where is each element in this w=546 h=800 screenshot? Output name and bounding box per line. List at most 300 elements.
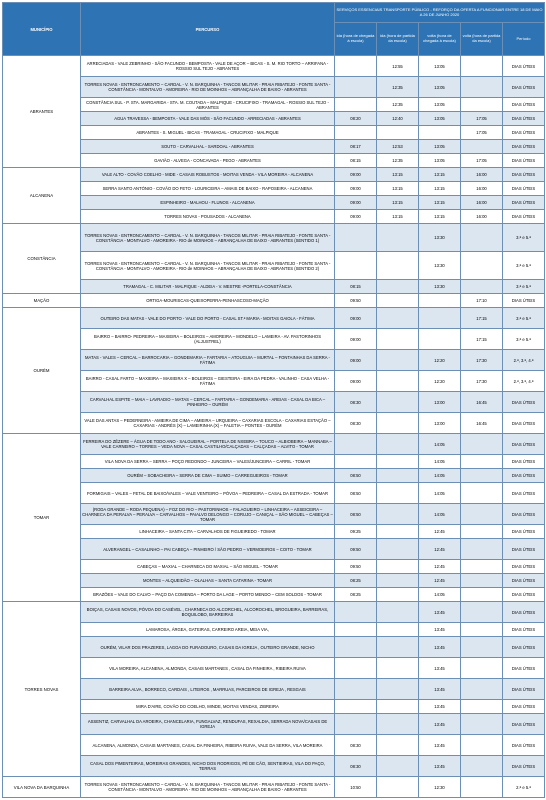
ida-chegada-cell: 09:00 — [335, 196, 377, 210]
ida-chegada-cell — [335, 252, 377, 280]
percurso-cell: ORTIGA-MOURISCAS-QUEIXOPERRA-PENHASCOSO-MAÇÃO — [81, 294, 335, 308]
ida-chegada-cell: 09:50 — [335, 294, 377, 308]
table-row — [3, 756, 545, 777]
periodo-cell: DIAS ÚTEIS — [503, 574, 545, 588]
table-row — [3, 112, 545, 126]
volta-partida-cell — [461, 56, 503, 77]
volta-chegada-cell: 13:30 — [419, 252, 461, 280]
header-municipio: MUNICÍPIO — [3, 3, 81, 56]
table-row — [3, 126, 545, 140]
percurso-cell: (RODA GRANDE – RODA PEQUENA) – FOZ DO RIO – PASTORINHOS – FALAGUEIRO – LINHACEIRA – ASSEICEIRA – CHARNECA DA PERALVA – PERALVA – CARVALHOS – PAIALVO DELONGO – CORUJO – CANIÇAL – SÃO MIGUEL – CABEÇAS – TOMAR — [81, 504, 335, 525]
table-row — [3, 196, 545, 210]
table-row — [3, 560, 545, 574]
ida-partida-cell — [377, 392, 419, 413]
ida-chegada-cell: 09:25 — [335, 525, 377, 539]
header-volta-partida: volta (hora de partida da escola) — [461, 23, 503, 56]
volta-partida-cell: 17:05 — [461, 154, 503, 168]
table-row — [3, 280, 545, 294]
table-row — [3, 777, 545, 798]
ida-chegada-cell — [335, 679, 377, 700]
ida-partida-cell — [377, 413, 419, 434]
ida-chegada-cell: 08:50 — [335, 504, 377, 525]
ida-chegada-cell: 08:30 — [335, 735, 377, 756]
ida-chegada-cell — [335, 455, 377, 469]
volta-partida-cell — [461, 637, 503, 658]
volta-partida-cell — [461, 588, 503, 602]
volta-partida-cell: 17:15 — [461, 329, 503, 350]
volta-partida-cell: 16:45 — [461, 413, 503, 434]
ida-partida-cell: 13:15 — [377, 182, 419, 196]
volta-chegada-cell: 13:45 — [419, 623, 461, 637]
percurso-cell: ARRECIADAS - VALE ZEBRINHO - SÃO FACUNDO - BEMPOSTA - VALE DE AÇOR – BICAS - S. M. RIO TORTO – ARRIFANA - ROSSIO SUL TEJO - ABRANTES — [81, 56, 335, 77]
volta-chegada-cell: 14:05 — [419, 483, 461, 504]
ida-partida-cell: 13:15 — [377, 196, 419, 210]
ida-partida-cell — [377, 560, 419, 574]
periodo-cell: DIAS ÚTEIS — [503, 756, 545, 777]
periodo-cell: 2.ª, 3.ª, 4.ª — [503, 350, 545, 371]
periodo-cell: DIAS ÚTEIS — [503, 469, 545, 483]
ida-partida-cell — [377, 469, 419, 483]
volta-chegada-cell: 13:15 — [419, 196, 461, 210]
percurso-cell: OURÉM, VILAR DOS PRAZERES, LAGOA DO FURADOURO, CASAIS DA IGREJA , OUTEIRO GRANDE, NICHO — [81, 637, 335, 658]
volta-chegada-cell: 13:45 — [419, 714, 461, 735]
volta-partida-cell — [461, 455, 503, 469]
volta-partida-cell: 16:00 — [461, 196, 503, 210]
volta-partida-cell: 16:00 — [461, 168, 503, 182]
volta-partida-cell — [461, 602, 503, 623]
ida-partida-cell: 12:35 — [377, 154, 419, 168]
table-row — [3, 483, 545, 504]
percurso-cell: TORRES NOVAS - ENTRONCAMENTO – CARDAL - V. N. BARQUINHA - TANCOS MILITAR - PRAIA RIBATEJO - FONTE SANTA - CONSTÂNCIA - MONTALVO - AMOREIRA - RIO de MOINHOS – ABRANÇALHA DE BAIXO - ABRANTES (SENTIDO 2) — [81, 252, 335, 280]
periodo-cell: DIAS ÚTEIS — [503, 623, 545, 637]
periodo-cell: DIAS ÚTEIS — [503, 98, 545, 112]
periodo-cell: 2.ª e 5.ª — [503, 777, 545, 798]
header-percurso: PERCURSO — [81, 3, 335, 56]
volta-chegada-cell: 12:45 — [419, 560, 461, 574]
ida-partida-cell — [377, 574, 419, 588]
table-row — [3, 434, 545, 455]
periodo-cell: DIAS ÚTEIS — [503, 140, 545, 154]
percurso-cell: BAIRRO - CASAL FARTO – MAXIEIRA – MAXIEIRA X – BOLEIROS – GIESTEIRA - EIRA DA PEDRA - VALINHO - CASA VELHA - FÁTIMA — [81, 371, 335, 392]
table-row — [3, 56, 545, 77]
periodo-cell: DIAS ÚTEIS — [503, 168, 545, 182]
table-row — [3, 77, 545, 98]
percurso-cell: VILA NOVA DA SERRA – SERRA – POÇO REDONDO – JUNCEIRA – VALES/JUNCEIRA – CARRIL - TOMAR — [81, 455, 335, 469]
volta-chegada-cell: 13:30 — [419, 224, 461, 252]
ida-partida-cell — [377, 434, 419, 455]
volta-chegada-cell: 13:15 — [419, 182, 461, 196]
ida-partida-cell — [377, 371, 419, 392]
ida-chegada-cell: 09:00 — [335, 168, 377, 182]
ida-partida-cell — [377, 777, 419, 798]
volta-partida-cell — [461, 483, 503, 504]
ida-partida-cell — [377, 714, 419, 735]
table-row — [3, 224, 545, 252]
table-row — [3, 658, 545, 679]
periodo-cell: DIAS ÚTEIS — [503, 504, 545, 525]
periodo-cell: DIAS ÚTEIS — [503, 182, 545, 196]
volta-chegada-cell: 12:20 — [419, 371, 461, 392]
volta-partida-cell — [461, 714, 503, 735]
periodo-cell: DIAS ÚTEIS — [503, 196, 545, 210]
table-row — [3, 210, 545, 224]
periodo-cell: 3.ª e 5.ª — [503, 329, 545, 350]
volta-chegada-cell: 12:45 — [419, 525, 461, 539]
table-row — [3, 455, 545, 469]
percurso-cell: SOUTO - CARVALHAL - SARDOAL - ABRANTES — [81, 140, 335, 154]
volta-chegada-cell: 13:45 — [419, 658, 461, 679]
header-volta-chegada: volta (hora de chegada à escola) — [419, 23, 461, 56]
table-row — [3, 623, 545, 637]
ida-chegada-cell: 08:30 — [335, 413, 377, 434]
ida-chegada-cell — [335, 224, 377, 252]
percurso-cell: TRAMAGAL - C. MILITAR - MALPIQUE - ALDEIA - V. MESTRE -PORTELA-CONSTÂNCIA — [81, 280, 335, 294]
volta-partida-cell: 16:00 — [461, 210, 503, 224]
volta-chegada-cell: 13:45 — [419, 679, 461, 700]
volta-partida-cell — [461, 504, 503, 525]
table-row — [3, 329, 545, 350]
ida-partida-cell — [377, 525, 419, 539]
percurso-cell: OUTEIRO DAS MATAS - VALE DO PORTO - VALE DO PORTO - CASAL ST.ª MARIA - MOITAS GAIOLA - FÁTIMA — [81, 308, 335, 329]
volta-chegada-cell: 13:05 — [419, 112, 461, 126]
ida-chegada-cell: 08:25 — [335, 588, 377, 602]
percurso-cell: BRAZÕES – VALE DO CALVO – PAÇO DA COMENDA – PORTO DA LAGE – PORTO MENDO – CEM SOLDOS - TOMAR — [81, 588, 335, 602]
ida-chegada-cell — [335, 56, 377, 77]
volta-chegada-cell: 14:05 — [419, 504, 461, 525]
periodo-cell: DIAS ÚTEIS — [503, 56, 545, 77]
ida-chegada-cell: 08:30 — [335, 756, 377, 777]
volta-partida-cell: 17:10 — [461, 294, 503, 308]
periodo-cell: DIAS ÚTEIS — [503, 525, 545, 539]
volta-chegada-cell: 12:20 — [419, 350, 461, 371]
percurso-cell: VILA MOREIRA, ALCANENA, ALMONDA, CASAIS MARTANES , CASAL DA FINHEIRA , RIBEIRA RUIVA — [81, 658, 335, 679]
header-ida-chegada: ida (hora de chegada à escola) — [335, 23, 377, 56]
percurso-cell: AGUA TRAVESSA - BEMPOSTA - VALE DAS MÓS - SÃO FACUNDO - ARRECIADAS - ABRANTES — [81, 112, 335, 126]
volta-chegada-cell: 13:05 — [419, 56, 461, 77]
ida-partida-cell: 12:53 — [377, 140, 419, 154]
ida-chegada-cell — [335, 700, 377, 714]
ida-partida-cell: 12:40 — [377, 112, 419, 126]
volta-partida-cell: 17:15 — [461, 308, 503, 329]
ida-partida-cell — [377, 294, 419, 308]
percurso-cell: VALE ALTO - COVÃO COELHO - MIDE - CASAIS ROBUSTOS - MOITAS VENDA - VILA MOREIRA - ALCANENA — [81, 168, 335, 182]
ida-partida-cell — [377, 756, 419, 777]
ida-partida-cell — [377, 679, 419, 700]
volta-partida-cell — [461, 735, 503, 756]
volta-partida-cell: 17:05 — [461, 126, 503, 140]
header-group-title: SERVIÇOS ESSENCIAIS TRANSPORTE PÚBLICO - REFORÇO DA OFERTA A FUNCIONAR ENTRE 18 DE MAIO A 26 DE JUNHO 2020 — [335, 3, 545, 23]
ida-chegada-cell: 09:50 — [335, 560, 377, 574]
table-row — [3, 469, 545, 483]
percurso-cell: LAMAROSA, ÁRGEA, GATEIRAS, CARREIRO AREIA, MEIA VIA, — [81, 623, 335, 637]
ida-partida-cell — [377, 483, 419, 504]
volta-partida-cell — [461, 224, 503, 252]
periodo-cell: DIAS ÚTEIS — [503, 112, 545, 126]
ida-chegada-cell — [335, 77, 377, 98]
ida-partida-cell — [377, 308, 419, 329]
table-row — [3, 392, 545, 413]
ida-partida-cell — [377, 126, 419, 140]
ida-chegada-cell: 10:50 — [335, 777, 377, 798]
table-row — [3, 504, 545, 525]
periodo-cell: DIAS ÚTEIS — [503, 210, 545, 224]
volta-partida-cell — [461, 469, 503, 483]
volta-partida-cell — [461, 623, 503, 637]
ida-chegada-cell: 08:15 — [335, 280, 377, 294]
periodo-cell: DIAS ÚTEIS — [503, 714, 545, 735]
table-row — [3, 700, 545, 714]
volta-chegada-cell: 13:45 — [419, 602, 461, 623]
table-row — [3, 735, 545, 756]
volta-chegada-cell — [419, 294, 461, 308]
ida-chegada-cell: 08:30 — [335, 392, 377, 413]
periodo-cell: 3.ª e 5.ª — [503, 308, 545, 329]
ida-chegada-cell — [335, 98, 377, 112]
ida-chegada-cell: 09:00 — [335, 210, 377, 224]
periodo-cell: DIAS ÚTEIS — [503, 77, 545, 98]
volta-chegada-cell: 13:05 — [419, 154, 461, 168]
table-row — [3, 350, 545, 371]
periodo-cell: DIAS ÚTEIS — [503, 154, 545, 168]
table-row — [3, 602, 545, 623]
periodo-cell: 2.ª, 3.ª, 4.ª — [503, 371, 545, 392]
schedule-table — [2, 2, 545, 798]
table-row — [3, 637, 545, 658]
percurso-cell: CARVALHAL ESPITE – MAIA – LAVRADIO – MATAS – CERCAL – FARTARIA – GONDEMARIA - AREIAS - CASAL DA BICA – PINHEIRO – OURÉM — [81, 392, 335, 413]
percurso-cell: TORRES NOVAS - ENTRONCAMENTO – CARDAL - V. N. BARQUINHA - TANCOS MILITAR - PRAIA RIBATEJO - FONTE SANTA - CONSTÂNCIA - MONTALVO - AMOREIRA - RIO de MOINHOS – ABRANÇALHA DE BAIXO - ABRANTES (SENTIDO 1) — [81, 224, 335, 252]
ida-chegada-cell: 08:20 — [335, 112, 377, 126]
ida-partida-cell — [377, 504, 419, 525]
volta-partida-cell — [461, 98, 503, 112]
percurso-cell: ALVERANGEL – CASALINHO – PAI CABEÇA – PINHEIRO / SÃO PEDRO – VERMOEIROS – COITO - TOMAR — [81, 539, 335, 560]
volta-partida-cell — [461, 525, 503, 539]
ida-chegada-cell: 09:50 — [335, 539, 377, 560]
table-row — [3, 294, 545, 308]
ida-chegada-cell: 08:50 — [335, 483, 377, 504]
ida-partida-cell — [377, 700, 419, 714]
volta-chegada-cell: 13:15 — [419, 168, 461, 182]
percurso-cell: BOIÇAS, CASAIS NOVOS, PÓVOA DO CASÉVEL , CHARNECA DO ALCORCHEL, ALCOROCHEL, BROGUEIRA, BARREIRAS, BOQUILOBO, BARREIRAS — [81, 602, 335, 623]
municipio-cell: ALCANENA — [3, 168, 81, 224]
ida-partida-cell — [377, 735, 419, 756]
volta-chegada-cell — [419, 329, 461, 350]
ida-partida-cell — [377, 350, 419, 371]
ida-chegada-cell: 08:17 — [335, 140, 377, 154]
table-row — [3, 182, 545, 196]
volta-partida-cell: 16:00 — [461, 182, 503, 196]
table-row — [3, 525, 545, 539]
percurso-cell: FORMIGAIS – VALES – FETAL DE BAIXO/VALES – VALE VENTEIRO – PÓVOA – PEDREIRA – CASAL DA ESTRADA - TOMAR — [81, 483, 335, 504]
volta-chegada-cell: 13:45 — [419, 756, 461, 777]
table-row — [3, 714, 545, 735]
percurso-cell: MONTES – ALQUEIDÃO – OLALHAS – SANTA CATARINA - TOMAR — [81, 574, 335, 588]
periodo-cell: DIAS ÚTEIS — [503, 392, 545, 413]
ida-partida-cell: 12:35 — [377, 77, 419, 98]
periodo-cell: DIAS ÚTEIS — [503, 588, 545, 602]
ida-chegada-cell — [335, 126, 377, 140]
municipio-cell: TOMAR — [3, 434, 81, 602]
ida-partida-cell — [377, 623, 419, 637]
volta-partida-cell — [461, 560, 503, 574]
volta-chegada-cell: 12:45 — [419, 539, 461, 560]
periodo-cell: DIAS ÚTEIS — [503, 455, 545, 469]
ida-partida-cell: 13:15 — [377, 210, 419, 224]
periodo-cell: DIAS ÚTEIS — [503, 126, 545, 140]
volta-partida-cell — [461, 700, 503, 714]
ida-chegada-cell: 09:00 — [335, 329, 377, 350]
periodo-cell: DIAS ÚTEIS — [503, 637, 545, 658]
periodo-cell: 3.ª e 5.ª — [503, 252, 545, 280]
volta-chegada-cell: 13:05 — [419, 140, 461, 154]
periodo-cell: DIAS ÚTEIS — [503, 679, 545, 700]
ida-chegada-cell: 09:00 — [335, 350, 377, 371]
municipio-cell: TORRES NOVAS — [3, 602, 81, 777]
volta-partida-cell: 16:45 — [461, 392, 503, 413]
periodo-cell: DIAS ÚTEIS — [503, 560, 545, 574]
ida-partida-cell: 12:35 — [377, 98, 419, 112]
volta-partida-cell — [461, 434, 503, 455]
ida-chegada-cell — [335, 623, 377, 637]
table-row — [3, 679, 545, 700]
ida-partida-cell: 12:55 — [377, 56, 419, 77]
volta-partida-cell — [461, 280, 503, 294]
header-periodo: Período — [503, 23, 545, 56]
percurso-cell: BARREIRA ALVA , BORRECO, CARDAIS , LITEIROS , MARRUAS, PARCEIROS DE IGREJA , RESGAIS — [81, 679, 335, 700]
volta-partida-cell — [461, 777, 503, 798]
volta-chegada-cell: 14:05 — [419, 455, 461, 469]
ida-partida-cell — [377, 455, 419, 469]
ida-chegada-cell: 08:50 — [335, 469, 377, 483]
percurso-cell: BAIRRO – BAIRRO- PEDREIRA – MAXIEIRA – BOLEIROS – AMOREIRA – MONDELO – LAMEIRA - AV. PASTORINHOS (ALJUSTREL) — [81, 329, 335, 350]
periodo-cell: DIAS ÚTEIS — [503, 294, 545, 308]
ida-chegada-cell — [335, 714, 377, 735]
table-row — [3, 98, 545, 112]
ida-chegada-cell: 08:25 — [335, 574, 377, 588]
municipio-cell: OURÉM — [3, 308, 81, 434]
periodo-cell: DIAS ÚTEIS — [503, 700, 545, 714]
ida-partida-cell — [377, 588, 419, 602]
volta-chegada-cell: 13:00 — [419, 392, 461, 413]
volta-chegada-cell: 14:05 — [419, 434, 461, 455]
table-row — [3, 588, 545, 602]
table-body — [3, 56, 545, 798]
table-row — [3, 413, 545, 434]
volta-chegada-cell: 13:45 — [419, 735, 461, 756]
volta-chegada-cell: 13:30 — [419, 280, 461, 294]
ida-chegada-cell — [335, 637, 377, 658]
volta-partida-cell: 17:30 — [461, 371, 503, 392]
percurso-cell: LINHACEIRA – SANTA CITA – CARVALHOS DE FIGUEIREDO - TOMAR — [81, 525, 335, 539]
percurso-cell: CABEÇAS – MAXIAL – CHARNECA DO MAXIAL – SÃO MIGUEL - TOMAR — [81, 560, 335, 574]
percurso-cell: ASSENTIZ, CARVALHAL DA AROEIRA, CHANCELARIA, FUNGALVAZ, RENDUFAS, REXALDIA, SERRADA NOVA/CASAIS DE IGREJA — [81, 714, 335, 735]
percurso-cell: TORRES NOVAS - ENTRONCAMENTO – CARDAL - V. N. BARQUINHA - TANCOS MILITAR - PRAIA RIBATEJO - FONTE SANTA - CONSTÂNCIA - MONTALVO - AMOREIRA - RIO DE MOINHOS – ABRANÇALHA DE BAIXO - ABRANTES — [81, 77, 335, 98]
periodo-cell: DIAS ÚTEIS — [503, 413, 545, 434]
ida-partida-cell — [377, 602, 419, 623]
volta-partida-cell — [461, 77, 503, 98]
periodo-cell: 3.ª e 5.ª — [503, 224, 545, 252]
volta-chegada-cell: 12:45 — [419, 574, 461, 588]
periodo-cell: DIAS ÚTEIS — [503, 735, 545, 756]
municipio-cell: MAÇÃO — [3, 294, 81, 308]
volta-chegada-cell: 13:00 — [419, 413, 461, 434]
percurso-cell: OURÉM – SOBACHEIRA – SERRA DE CIMA – SUIMO – CARREGUEIROS - TOMAR — [81, 469, 335, 483]
ida-chegada-cell: 09:00 — [335, 308, 377, 329]
volta-chegada-cell: 13:15 — [419, 210, 461, 224]
ida-chegada-cell: 09:00 — [335, 182, 377, 196]
ida-partida-cell — [377, 658, 419, 679]
volta-chegada-cell: 13:05 — [419, 98, 461, 112]
volta-partida-cell: 17:05 — [461, 112, 503, 126]
percurso-cell: ABRANTES - S. MIGUEL - BICAS - TRAMAGAL - CRUCIFIXO - MALPIQUE — [81, 126, 335, 140]
municipio-cell: CONSTÂNCIA — [3, 224, 81, 294]
table-row — [3, 168, 545, 182]
percurso-cell: TORRES NOVAS - ENTRONCAMENTO – CARDAL - V. N. BARQUINHA - TANCOS MILITAR - PRAIA RIBATEJO - FONTE SANTA - CONSTÂNCIA - MONTALVO - AMOREIRA - RIO DE MOINHOS – ABRANÇALHA DE BAIXO - ABRANTES — [81, 777, 335, 798]
table-row — [3, 539, 545, 560]
municipio-cell: ABRANTES — [3, 56, 81, 168]
ida-partida-cell — [377, 637, 419, 658]
periodo-cell: DIAS ÚTEIS — [503, 434, 545, 455]
ida-chegada-cell — [335, 434, 377, 455]
volta-partida-cell — [461, 756, 503, 777]
ida-partida-cell — [377, 252, 419, 280]
volta-partida-cell — [461, 574, 503, 588]
ida-partida-cell — [377, 329, 419, 350]
volta-partida-cell — [461, 539, 503, 560]
table-row — [3, 140, 545, 154]
ida-partida-cell — [377, 539, 419, 560]
table-row — [3, 252, 545, 280]
percurso-cell: TORRES NOVAS - POUSADOS - ALCANENA — [81, 210, 335, 224]
volta-partida-cell — [461, 658, 503, 679]
volta-chegada-cell: 14:05 — [419, 469, 461, 483]
volta-chegada-cell: 12:30 — [419, 777, 461, 798]
volta-chegada-cell: 14:05 — [419, 588, 461, 602]
volta-partida-cell — [461, 679, 503, 700]
table-row — [3, 371, 545, 392]
percurso-cell: MATAS - VALES – CERCAL – BARROCARIA – GONDEMARIA – FARTARIA – ATOUGUIA – MURTAL – FONTAINHAS DA SERRA - FÁTIMA — [81, 350, 335, 371]
percurso-cell: GAVIÃO - ALVEGA - CONCAVADA - PEGO - ABRANTES — [81, 154, 335, 168]
percurso-cell: FERREIRA DO ZÊZERE – ÁGUA DE TODO ANO - SALGUEIRAL – PORTELA DE NXEBRA – TOUCO – ALBIOBEIRA – MANNABA – VALE CARNEIRO – TORRES – VEDA NOVA – CASAL CASTILHO/CALÇADAS – CALÇADAS – ALVITO - TOMAR — [81, 434, 335, 455]
volta-chegada-cell: 13:45 — [419, 700, 461, 714]
periodo-cell: 3.ª e 5.ª — [503, 280, 545, 294]
periodo-cell: DIAS ÚTEIS — [503, 483, 545, 504]
table-header — [3, 3, 545, 56]
ida-chegada-cell — [335, 658, 377, 679]
volta-partida-cell — [461, 252, 503, 280]
ida-partida-cell — [377, 280, 419, 294]
ida-chegada-cell: 08:15 — [335, 154, 377, 168]
table-row — [3, 574, 545, 588]
municipio-cell: VILA NOVA DA BARQUINHA — [3, 777, 81, 798]
volta-chegada-cell — [419, 126, 461, 140]
volta-partida-cell: 17:30 — [461, 350, 503, 371]
percurso-cell: ALCANENA, ALMONDA, CASAIS MARTANES, CASAL DA FINHEIRA, RIBEIRA RUIVA, VALE DA SERRA, VILA MOREIRA — [81, 735, 335, 756]
percurso-cell: MIRA D'AIRE, COVÃO DO COELHO, MINDE, MOITAS VENDAS, ZIBREIRA — [81, 700, 335, 714]
percurso-cell: CONSTÂNCIA SUL - P. STA. MARGARIDA - STA. M. COUTADA – MALPIQUE - CRUCIFIXO - TRAMAGAL - ROSSIO SUL TEJO - ABRANTES — [81, 98, 335, 112]
percurso-cell: CASAL DOS PIMENTEIRAS, MOREIRAS GRANDES, NICHO DOS RODRIGOS, PÉ DE CÃO, SENTIEIRAS, VILA DO PAÇO, TERRAS — [81, 756, 335, 777]
table-row — [3, 308, 545, 329]
ida-partida-cell — [377, 224, 419, 252]
volta-partida-cell — [461, 140, 503, 154]
volta-chegada-cell: 13:45 — [419, 637, 461, 658]
ida-chegada-cell: 09:00 — [335, 371, 377, 392]
periodo-cell: DIAS ÚTEIS — [503, 602, 545, 623]
ida-chegada-cell — [335, 602, 377, 623]
ida-partida-cell: 13:15 — [377, 168, 419, 182]
volta-chegada-cell: 13:05 — [419, 77, 461, 98]
volta-chegada-cell — [419, 308, 461, 329]
periodo-cell: DIAS ÚTEIS — [503, 539, 545, 560]
